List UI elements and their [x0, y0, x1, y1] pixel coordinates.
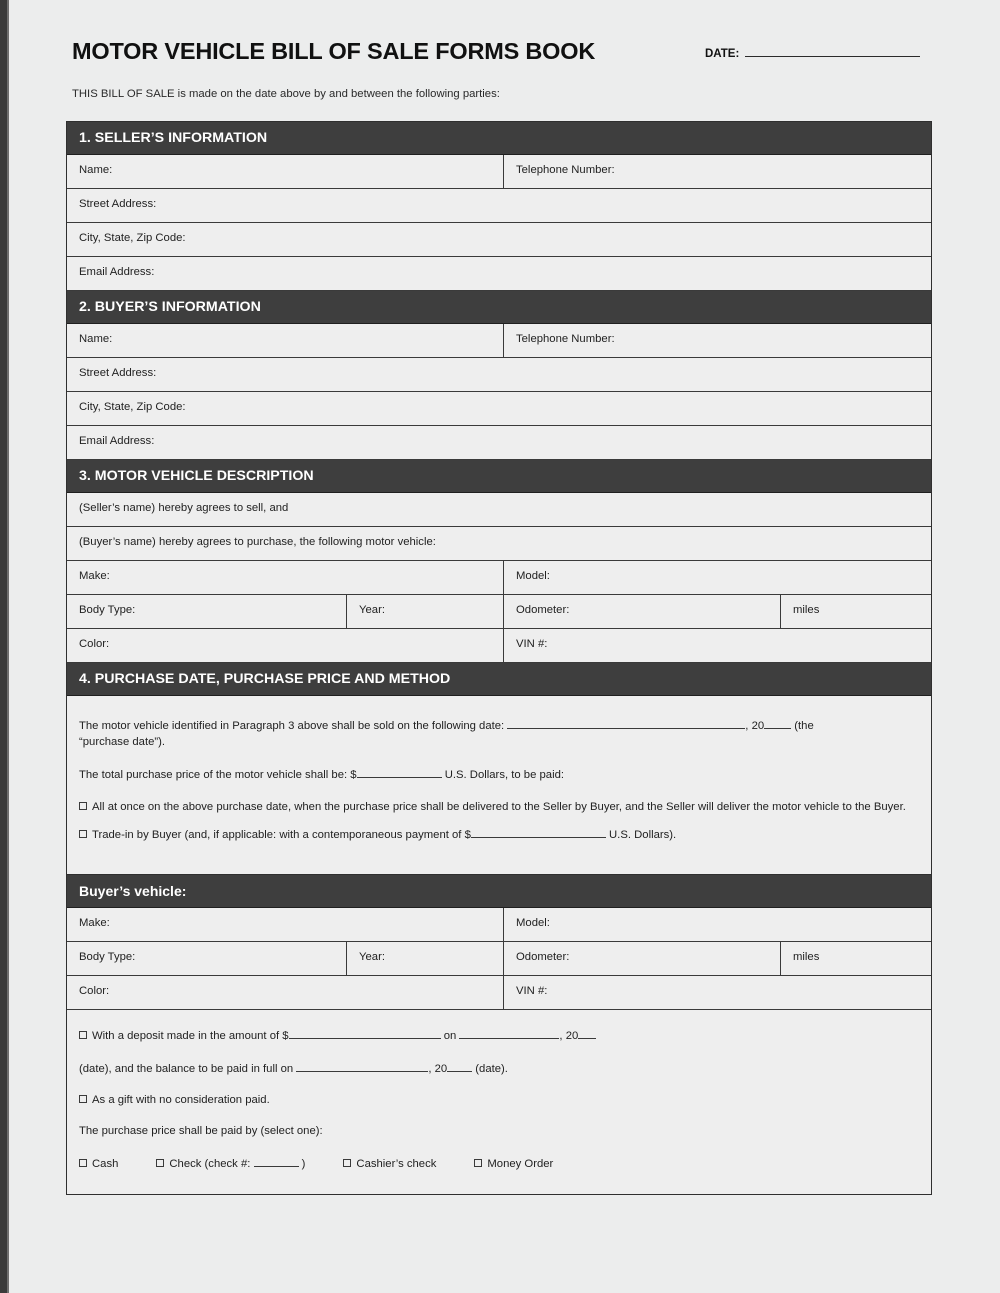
label-balance-year: , 20 — [428, 1062, 448, 1075]
checkbox-option-check[interactable] — [156, 1156, 305, 1170]
payment-terms-block — [67, 1010, 931, 1194]
intro-paragraph: THIS BILL OF SALE is made on the date above by and between the following parties: — [72, 88, 500, 100]
deposit-amount-rule[interactable] — [289, 1028, 441, 1039]
label-cashiers-check: Cashier’s check — [356, 1157, 437, 1170]
section-header-buyer: 2. BUYER’S INFORMATION — [67, 291, 931, 324]
checkbox-option-deposit[interactable] — [79, 1028, 919, 1042]
spacer — [79, 816, 915, 827]
text-sold-on-suffix: (the — [794, 720, 814, 732]
field-vehicle-vin[interactable]: VIN #: — [516, 638, 548, 650]
table-row-seller-street — [67, 189, 931, 223]
deposit-date-rule[interactable] — [459, 1028, 559, 1039]
section-header-vehicle: 3. MOTOR VEHICLE DESCRIPTION — [67, 460, 931, 493]
field-buyer-vehicle-odometer[interactable]: Odometer: — [504, 942, 781, 975]
table-row-buyer-email — [67, 426, 931, 460]
checkbox-option-all-at-once[interactable] — [79, 799, 915, 815]
field-vehicle-odometer[interactable]: Odometer: — [504, 595, 781, 628]
table-row-seller-city — [67, 223, 931, 257]
checkbox-icon-check[interactable] — [156, 1159, 164, 1167]
text-sold-on-year: , 20 — [745, 720, 765, 732]
paragraph-total-price — [79, 767, 915, 783]
text-total-price-suffix: U.S. Dollars, to be paid: — [444, 768, 565, 781]
table-row-vehicle-color-vin — [67, 629, 931, 663]
table-row-buyer-city — [67, 392, 931, 426]
checkbox-icon-gift[interactable] — [79, 1095, 87, 1103]
trade-in-amount-rule[interactable] — [471, 827, 606, 838]
label-money-order: Money Order — [487, 1157, 554, 1170]
table-row-vehicle-bodytype-year-odometer — [67, 595, 931, 629]
checkbox-icon-trade-in[interactable] — [79, 830, 87, 838]
label-trade-in-suffix: U.S. Dollars). — [609, 828, 677, 841]
table-row-seller-email — [67, 257, 931, 291]
label-check-suffix: ) — [301, 1157, 306, 1170]
field-buyer-name[interactable]: Name: — [67, 324, 504, 357]
field-buyer-vehicle-model[interactable]: Model: — [516, 916, 550, 929]
label-deposit-year: , 20 — [559, 1029, 579, 1042]
section-divider-strip — [67, 865, 931, 875]
deposit-year-rule[interactable] — [578, 1028, 596, 1039]
checkbox-option-cash[interactable] — [79, 1158, 118, 1170]
date-label: DATE: — [705, 48, 740, 60]
checkbox-icon-cashiers-check[interactable] — [343, 1159, 351, 1167]
field-buyer-city-state-zip[interactable]: City, State, Zip Code: — [79, 401, 186, 413]
page-title: MOTOR VEHICLE BILL OF SALE FORMS BOOK — [72, 38, 596, 64]
label-deposit-on: on — [443, 1029, 457, 1042]
field-seller-street[interactable]: Street Address: — [79, 198, 157, 210]
field-vehicle-year[interactable]: Year: — [347, 595, 504, 628]
field-buyer-email[interactable]: Email Address: — [79, 435, 155, 447]
label-check: Check (check #: — [169, 1157, 251, 1170]
check-number-rule[interactable] — [254, 1156, 299, 1167]
field-seller-name[interactable]: Name: — [67, 155, 504, 188]
text-select-one: The purchase price shall be paid by (select one): — [79, 1124, 323, 1137]
balance-date-rule[interactable] — [296, 1061, 428, 1072]
text-sold-on-prefix: The motor vehicle identified in Paragraph 3 above shall be sold on the following date: — [79, 720, 505, 732]
table-row-buyer-vehicle-color-vin — [67, 976, 931, 1010]
field-buyer-telephone[interactable]: Telephone Number: — [516, 333, 615, 345]
label-balance-suffix: (date). — [475, 1062, 508, 1075]
label-trade-in-prefix: Trade-in by Buyer (and, if applicable: with a contemporaneous payment of $ — [92, 828, 471, 841]
purchase-date-input-rule[interactable] — [507, 718, 745, 729]
label-deposit-prefix: With a deposit made in the amount of $ — [92, 1029, 289, 1042]
table-row-buyer-agrees — [67, 527, 931, 561]
purchase-date-year-rule[interactable] — [764, 718, 791, 729]
paragraph-sold-on-date — [79, 718, 915, 751]
purchase-body-block — [67, 696, 931, 865]
field-vehicle-make[interactable]: Make: — [67, 561, 504, 594]
total-price-input-rule[interactable] — [357, 767, 442, 778]
table-row-buyer-street — [67, 358, 931, 392]
table-row-buyer-vehicle-bodytype-year-odometer — [67, 942, 931, 976]
field-vehicle-model[interactable]: Model: — [516, 570, 550, 582]
checkbox-option-trade-in[interactable] — [79, 827, 915, 843]
section-header-buyer-vehicle: Buyer’s vehicle: — [67, 875, 931, 908]
paragraph-balance — [79, 1061, 919, 1075]
label-balance-prefix: (date), and the balance to be paid in full on — [79, 1062, 294, 1075]
balance-year-rule[interactable] — [447, 1061, 472, 1072]
table-row-seller-name — [67, 155, 931, 189]
field-buyer-vehicle-vin[interactable]: VIN #: — [516, 984, 548, 997]
field-buyer-street[interactable]: Street Address: — [79, 367, 157, 379]
table-row-vehicle-make-model — [67, 561, 931, 595]
text-buyer-agrees-to-purchase: (Buyer’s name) hereby agrees to purchase, the following motor vehicle: — [79, 536, 436, 548]
field-vehicle-body-type[interactable]: Body Type: — [67, 595, 347, 628]
field-seller-city-state-zip[interactable]: City, State, Zip Code: — [79, 232, 186, 244]
text-seller-agrees-to-sell: (Seller’s name) hereby agrees to sell, and — [79, 502, 289, 514]
field-buyer-vehicle-color[interactable]: Color: — [67, 976, 504, 1009]
table-row-buyer-name — [67, 324, 931, 358]
table-row-buyer-vehicle-make-model — [67, 908, 931, 942]
field-seller-email[interactable]: Email Address: — [79, 266, 155, 278]
field-vehicle-color[interactable]: Color: — [67, 629, 504, 662]
label-all-at-once: All at once on the above purchase date, when the purchase price shall be delivered to the Seller by Buyer, and the Seller will deliver the motor vehicle to the Buyer. — [92, 801, 906, 814]
text-total-price-prefix: The total purchase price of the motor vehicle shall be: $ — [79, 768, 357, 781]
label-cash: Cash — [92, 1157, 119, 1170]
spacer — [79, 783, 915, 799]
field-buyer-vehicle-year[interactable]: Year: — [347, 942, 504, 975]
text-purchase-date-quote: “purchase date”). — [79, 736, 166, 749]
section-header-purchase: 4. PURCHASE DATE, PURCHASE PRICE AND METHOD — [67, 663, 931, 696]
checkbox-option-cashiers-check[interactable] — [343, 1158, 436, 1170]
checkbox-option-money-order[interactable] — [474, 1158, 553, 1170]
field-buyer-vehicle-body-type[interactable]: Body Type: — [67, 942, 347, 975]
field-seller-telephone[interactable]: Telephone Number: — [516, 164, 615, 176]
table-row-seller-agrees — [67, 493, 931, 527]
field-vehicle-miles-unit: miles — [793, 604, 820, 616]
date-field-group[interactable] — [705, 46, 920, 60]
bill-of-sale-form — [66, 121, 932, 1195]
payment-method-options — [79, 1156, 919, 1170]
label-gift: As a gift with no consideration paid. — [92, 1093, 270, 1106]
spacer — [79, 751, 915, 767]
field-buyer-vehicle-miles-unit: miles — [793, 950, 820, 963]
checkbox-icon-cash[interactable] — [79, 1159, 87, 1167]
date-input-rule[interactable] — [745, 46, 920, 57]
field-buyer-vehicle-make[interactable]: Make: — [67, 908, 504, 941]
checkbox-icon-deposit[interactable] — [79, 1031, 87, 1039]
checkbox-icon-money-order[interactable] — [474, 1159, 482, 1167]
section-header-seller: 1. SELLER’S INFORMATION — [67, 122, 931, 155]
checkbox-icon-all-at-once[interactable] — [79, 802, 87, 810]
checkbox-option-gift[interactable] — [79, 1094, 919, 1106]
